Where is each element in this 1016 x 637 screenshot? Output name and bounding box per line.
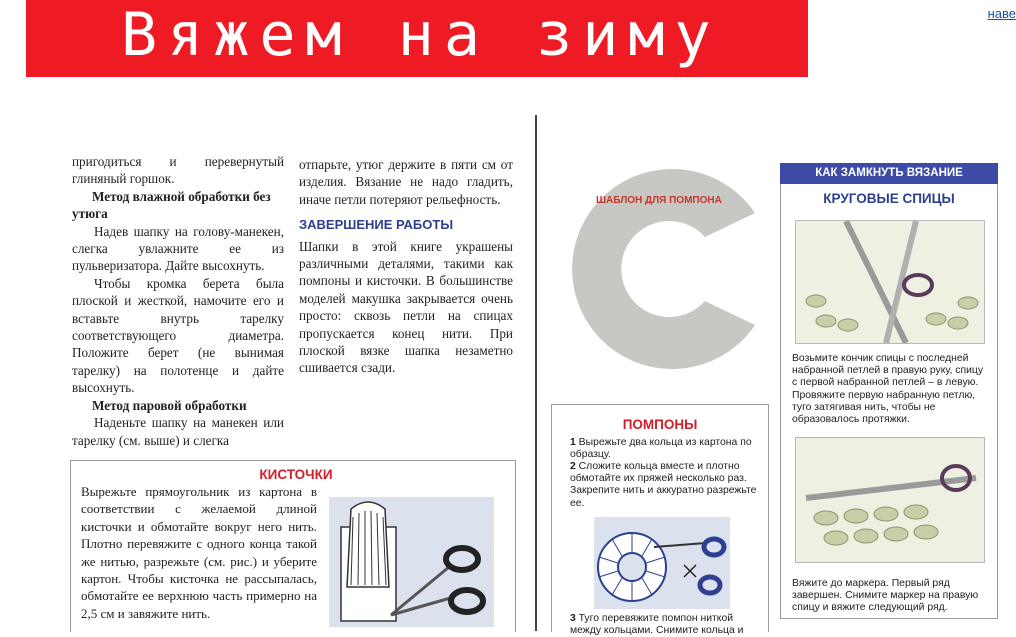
knitting-caption-2: Вяжите до маркера. Первый ряд завершен. Снимите маркер на правую спицу и вяжите следующий ряд. [792,578,979,614]
pompoms-title: ПОМПОНЫ [622,417,698,432]
paragraph: отпарьте, утюг держите в пяти см от изделия. Вязание не надо гладить, иначе петли потеряют рельефность. [299,157,513,207]
subheading: Метод влажной обработки без утюга [72,188,271,222]
step-number: 1 [570,437,576,448]
column-divider [535,115,537,631]
step-number: 3 [570,613,576,624]
corner-link[interactable]: наве [987,6,1016,21]
step-text: Вырежьте два кольца из картона по образцу. [570,437,752,461]
knitting-subheader: КРУГОВЫЕ СПИЦЫ [823,191,955,206]
step-text: Сложите кольца вместе и плотно обмотайте их пряжей несколько раз. Закрепите нить и аккуратно разрежьте ее. [570,461,757,509]
paragraph: пригодиться и перевернутый глиняный горшок. [72,154,284,187]
left-column [72,153,284,449]
header-banner [26,0,808,77]
tassel-scissors-icon [329,497,494,627]
paragraph: Чтобы кромка берета была плоской и жесткой, намочите его и вставьте внутрь тарелку соответствующего диаметра. Положите берет (не вынимая тарелку) на полотенце и дайте высохнуть. [72,275,284,396]
knitting-round-icon [796,438,984,562]
pompom-step [570,613,760,637]
knitting-needles-icon [796,221,984,343]
pompom-illustration [594,517,730,609]
pompoms-box [551,404,769,637]
subheading: Метод паровой обработки [92,397,247,413]
tassels-box [70,460,516,632]
paragraph: Наденьте шапку на манекен или тарелку (см. выше) и слегка [72,415,284,448]
pompom-step [570,461,760,510]
step-text: Туго перевяжите помпон ниткой между кольцами. Снимите кольца и [570,613,744,637]
section-heading: ЗАВЕРШЕНИЕ РАБОТЫ [299,217,454,233]
tassels-title: КИСТОЧКИ [259,467,333,482]
knitting-header: КАК ЗАМКНУТЬ ВЯЗАНИЕ [780,163,998,184]
banner-title: Вяжем на зиму [121,0,721,70]
knitting-caption-1: Возьмите кончик спицы с последней набранной петлей в правую руку, спицу с первой набранной петлей – в левую. Провяжите первую набранную петлю, туго затягивая нить, чтобы не образовалось протяжки. [792,353,984,426]
paragraph: Шапки в этой книге украшены различными деталями, такими как помпоны и кисточки. В большинстве моделей макушка закрывается очень просто: сквозь петли на спицах пропускается конец нити. При плоской вязке шапка незаметно сшивается сзади. [299,238,513,376]
pompom-scissors-icon [594,517,730,609]
pompom-step [570,437,760,461]
knitting-photo-2 [795,437,985,563]
knitting-photo-1 [795,220,985,344]
middle-column [299,156,513,377]
tassels-text: Вырежьте прямоугольник из картона в соответствии с желаемой длиной кисточки и обмотайте вокруг него нить. Плотно перевяжите с одного конца такой же нитью, разрежьте (см. рис.) и уберите картон. Чтобы кисточка не рассыпалась, обмотайте ее верхнюю часть примерно на 2,5 см и завяжите нить. [81,484,317,621]
step-number: 2 [570,461,576,472]
tassel-illustration [329,497,494,627]
paragraph: Надев шапку на голову-манекен, слегка увлажните ее из пульверизатора. Дайте высохнуть. [72,223,284,274]
template-label: ШАБЛОН ДЛЯ ПОМПОНА [596,195,722,206]
